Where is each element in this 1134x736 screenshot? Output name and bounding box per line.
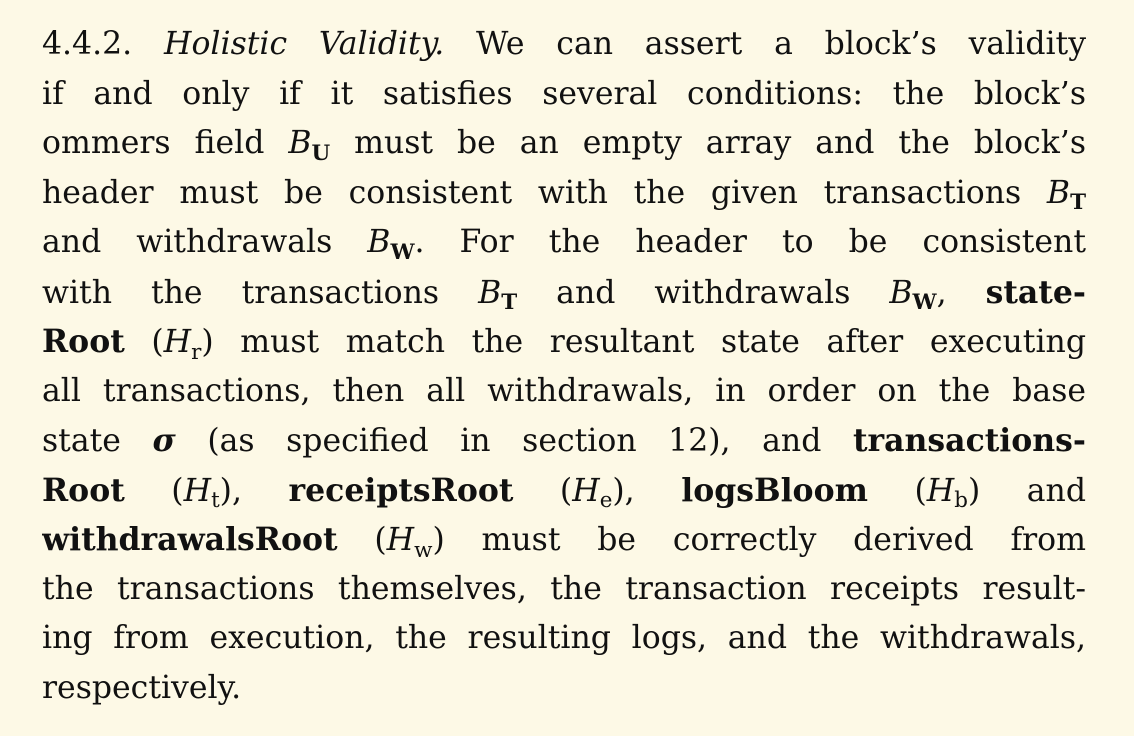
text-line-7 [42, 317, 1086, 367]
section-title: Holistic Validity. [163, 26, 445, 62]
field-name-withdrawalsroot: withdrawalsRoot [42, 521, 338, 558]
field-name-logsbloom: logsBloom [681, 471, 868, 509]
field-name-receiptsroot: receiptsRoot [288, 471, 514, 509]
math-subscript-t: t [211, 488, 220, 514]
text-run: all transactions, then all withdrawals, in order on the base [42, 372, 1086, 409]
text-run: respectively. [42, 669, 242, 706]
text-run: if and only if it satisfies several conditions: the block’s [42, 75, 1086, 112]
math-subscript-b: b [954, 488, 968, 514]
text-run: ) and [967, 472, 1086, 509]
text-line-10 [42, 466, 1086, 516]
math-symbol-H: H [926, 472, 955, 509]
text-run: must be an empty array and the block’s [330, 125, 1086, 161]
text-line-13 [42, 614, 1086, 664]
text-line-2 [42, 70, 1086, 120]
field-name-transactionsroot-part2: Root [42, 471, 125, 509]
field-name-stateroot-part2: Root [42, 323, 125, 360]
math-subscript-r: r [191, 339, 202, 365]
math-subscript-T: T [501, 290, 518, 316]
text-run: . For the header to be consistent [414, 224, 1086, 260]
math-symbol-B: B [889, 274, 913, 311]
text-line-11 [42, 515, 1086, 565]
text-line-3 [42, 119, 1086, 169]
math-subscript-e: e [599, 488, 613, 514]
math-symbol-B: B [478, 274, 502, 311]
paragraph-holistic-validity [42, 20, 1086, 713]
text-run: We can assert a block’s validity [444, 26, 1086, 62]
text-line-5 [42, 218, 1086, 268]
text-run: ), [612, 472, 682, 509]
text-line-6 [42, 268, 1086, 318]
text-line-4 [42, 169, 1086, 219]
text-run: ( [124, 472, 184, 509]
text-run: ( [513, 472, 573, 509]
math-symbol-B: B [1046, 174, 1071, 211]
text-run: ) must be correctly derived from [432, 522, 1086, 558]
text-run: header must be consistent with the given transactions [42, 174, 1047, 211]
math-subscript-U: U [311, 140, 331, 166]
text-run: ( [124, 324, 164, 360]
text-line-9 [42, 416, 1086, 466]
text-run: the transactions themselves, the transaction receipts result- [42, 570, 1086, 607]
math-symbol-H: H [572, 472, 600, 509]
text-run: , [936, 274, 986, 311]
text-line-14 [42, 664, 1086, 714]
math-subscript-W: W [390, 239, 415, 265]
text-run: ( [867, 472, 927, 509]
text-run: ) must match the resultant state after executing [201, 324, 1086, 360]
text-run: ommers field [42, 125, 289, 161]
math-subscript-W: W [912, 290, 937, 316]
text-line-12 [42, 565, 1086, 615]
text-line-8 [42, 367, 1086, 417]
math-symbol-B: B [367, 224, 391, 260]
text-run: with the transactions [42, 274, 479, 311]
field-name-transactionsroot-part1: transactions- [852, 422, 1086, 459]
text-run: ), [219, 472, 289, 509]
text-run: ing from execution, the resulting logs, and the withdrawals, [42, 620, 1086, 656]
section-number: 4.4.2. [42, 26, 133, 62]
text-run: and withdrawals [42, 224, 368, 260]
math-symbol-H: H [163, 324, 192, 360]
math-symbol-B: B [288, 125, 312, 161]
math-subscript-w: w [414, 537, 433, 563]
math-subscript-T: T [1070, 190, 1086, 216]
text-line-1 [42, 20, 1086, 70]
field-name-stateroot-part1: state- [985, 273, 1086, 311]
math-symbol-sigma: σ [152, 422, 176, 459]
math-symbol-H: H [183, 472, 212, 509]
math-symbol-H: H [386, 522, 415, 558]
text-run: ( [337, 522, 387, 558]
text-run: state [42, 423, 153, 459]
text-run: (as specified in section 12), and [175, 423, 853, 459]
text-run: and withdrawals [517, 274, 890, 311]
